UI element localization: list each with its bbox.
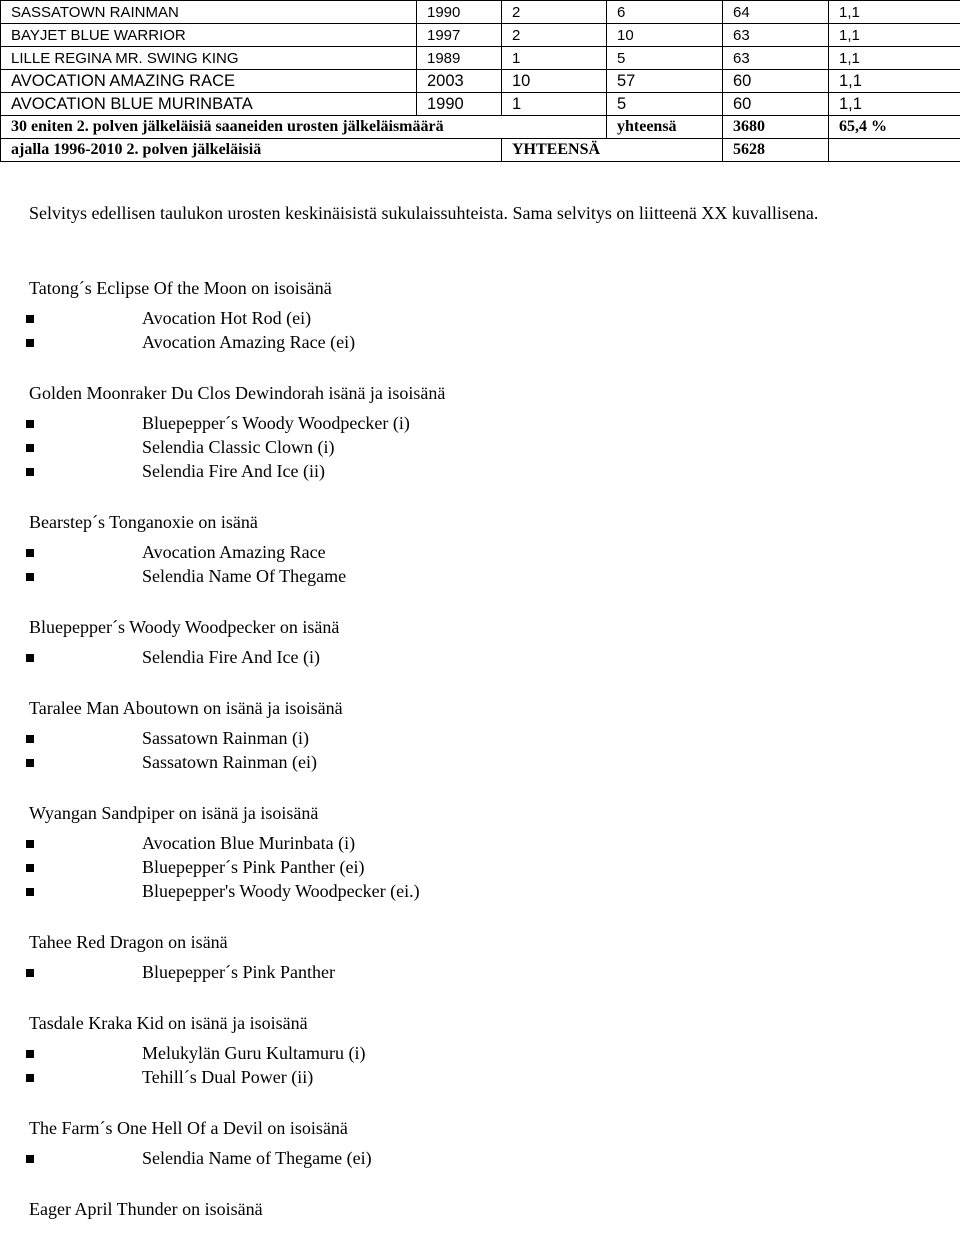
- relation-item: [29, 1146, 944, 1170]
- relation-item: [29, 306, 944, 330]
- square-bullet-icon: [26, 864, 34, 872]
- year-cell: 2003: [417, 70, 502, 93]
- relation-block: [29, 381, 944, 483]
- name-cell: SASSATOWN RAINMAN: [1, 1, 417, 24]
- ratio-cell: 1,1: [829, 93, 960, 116]
- square-bullet-icon: [26, 888, 34, 896]
- relation-block: [29, 510, 944, 588]
- value-cell: 6: [607, 1, 723, 24]
- square-bullet-icon: [26, 1050, 34, 1058]
- name-cell: AVOCATION AMAZING RACE: [1, 70, 417, 93]
- relation-item-text: Melukylän Guru Kultamuru (i): [142, 1043, 365, 1063]
- relation-heading: Eager April Thunder on isoisänä: [29, 1197, 944, 1221]
- relation-item-text: Selendia Fire And Ice (i): [142, 647, 320, 667]
- summary-percent: 65,4 %: [829, 116, 960, 139]
- relation-item-text: Selendia Name Of Thegame: [142, 566, 346, 586]
- relation-item-text: Avocation Amazing Race (ei): [142, 332, 355, 352]
- table-row: [1, 1, 960, 24]
- value-cell: 2: [502, 24, 607, 47]
- relation-items: [29, 540, 944, 588]
- relation-block: [29, 615, 944, 669]
- relation-block: [29, 1116, 944, 1170]
- relation-items: [29, 1146, 944, 1170]
- summary-total: 3680: [723, 116, 829, 139]
- relations-list: [29, 276, 944, 1221]
- square-bullet-icon: [26, 573, 34, 581]
- table-row: [1, 93, 960, 116]
- value-cell: 5: [607, 93, 723, 116]
- table-row: [1, 47, 960, 70]
- relation-heading: Wyangan Sandpiper on isänä ja isoisänä: [29, 801, 944, 825]
- relation-item-text: Avocation Hot Rod (ei): [142, 308, 311, 328]
- relation-item-text: Tehill´s Dual Power (ii): [142, 1067, 313, 1087]
- relation-item: [29, 540, 944, 564]
- square-bullet-icon: [26, 759, 34, 767]
- summary-empty-cell: [829, 139, 960, 162]
- summary-label: 30 eniten 2. polven jälkeläisiä saaneiden urosten jälkeläismäärä: [1, 116, 607, 139]
- relation-item: [29, 831, 944, 855]
- relation-item-text: Bluepepper's Woody Woodpecker (ei.): [142, 881, 420, 901]
- value-cell: 2: [502, 1, 607, 24]
- relation-block: [29, 1011, 944, 1089]
- relation-item-text: Bluepepper´s Pink Panther: [142, 962, 335, 982]
- value-cell: 63: [723, 47, 829, 70]
- relation-item: [29, 879, 944, 903]
- value-cell: 5: [607, 47, 723, 70]
- summary-total-label: YHTEENSÄ: [502, 139, 723, 162]
- relation-heading: Golden Moonraker Du Clos Dewindorah isänä ja isoisänä: [29, 381, 944, 405]
- summary-total: 5628: [723, 139, 829, 162]
- relation-heading: Tahee Red Dragon on isänä: [29, 930, 944, 954]
- relation-item-text: Selendia Fire And Ice (ii): [142, 461, 325, 481]
- relation-item: [29, 960, 944, 984]
- relation-item: [29, 411, 944, 435]
- square-bullet-icon: [26, 840, 34, 848]
- summary-row-total: [1, 139, 960, 162]
- year-cell: 1990: [417, 1, 502, 24]
- relation-item: [29, 1041, 944, 1065]
- relation-items: [29, 411, 944, 483]
- ratio-cell: 1,1: [829, 70, 960, 93]
- relation-items: [29, 831, 944, 903]
- table-row: [1, 70, 960, 93]
- relation-item-text: Selendia Name of Thegame (ei): [142, 1148, 372, 1168]
- year-cell: 1989: [417, 47, 502, 70]
- relation-block: [29, 1197, 944, 1221]
- value-cell: 57: [607, 70, 723, 93]
- relation-item: [29, 750, 944, 774]
- breeding-table-body: [1, 1, 960, 162]
- ratio-cell: 1,1: [829, 47, 960, 70]
- summary-total-label: yhteensä: [607, 116, 723, 139]
- relation-item-text: Bluepepper´s Woody Woodpecker (i): [142, 413, 410, 433]
- relation-items: [29, 726, 944, 774]
- relation-items: [29, 306, 944, 354]
- value-cell: 60: [723, 93, 829, 116]
- relation-heading: Tasdale Kraka Kid on isänä ja isoisänä: [29, 1011, 944, 1035]
- ratio-cell: 1,1: [829, 24, 960, 47]
- relation-item: [29, 564, 944, 588]
- breeding-table: [0, 0, 960, 162]
- square-bullet-icon: [26, 654, 34, 662]
- relations-section: [29, 200, 944, 1248]
- value-cell: 64: [723, 1, 829, 24]
- relation-item: [29, 1065, 944, 1089]
- relation-item: [29, 330, 944, 354]
- relation-block: [29, 276, 944, 354]
- value-cell: 1: [502, 47, 607, 70]
- square-bullet-icon: [26, 735, 34, 743]
- relation-items: [29, 960, 944, 984]
- year-cell: 1990: [417, 93, 502, 116]
- name-cell: BAYJET BLUE WARRIOR: [1, 24, 417, 47]
- value-cell: 60: [723, 70, 829, 93]
- year-cell: 1997: [417, 24, 502, 47]
- table-row: [1, 24, 960, 47]
- summary-row-top30: [1, 116, 960, 139]
- relation-heading: Bearstep´s Tonganoxie on isänä: [29, 510, 944, 534]
- intro-paragraph: Selvitys edellisen taulukon urosten keskinäisistä sukulaissuhteista. Sama selvitys on liitteenä XX kuvallisena.: [29, 200, 944, 254]
- square-bullet-icon: [26, 969, 34, 977]
- value-cell: 10: [502, 70, 607, 93]
- relation-block: [29, 696, 944, 774]
- value-cell: 10: [607, 24, 723, 47]
- square-bullet-icon: [26, 315, 34, 323]
- square-bullet-icon: [26, 420, 34, 428]
- name-cell: LILLE REGINA MR. SWING KING: [1, 47, 417, 70]
- relation-items: [29, 645, 944, 669]
- relation-item-text: Bluepepper´s Pink Panther (ei): [142, 857, 364, 877]
- square-bullet-icon: [26, 1155, 34, 1163]
- square-bullet-icon: [26, 444, 34, 452]
- square-bullet-icon: [26, 339, 34, 347]
- relation-block: [29, 930, 944, 984]
- relation-item-text: Selendia Classic Clown (i): [142, 437, 334, 457]
- relation-item: [29, 726, 944, 750]
- square-bullet-icon: [26, 1074, 34, 1082]
- value-cell: 1: [502, 93, 607, 116]
- relation-item-text: Sassatown Rainman (i): [142, 728, 309, 748]
- relation-item-text: Sassatown Rainman (ei): [142, 752, 317, 772]
- relation-item-text: Avocation Blue Murinbata (i): [142, 833, 355, 853]
- relation-block: [29, 801, 944, 903]
- relation-heading: Bluepepper´s Woody Woodpecker on isänä: [29, 615, 944, 639]
- summary-label: ajalla 1996-2010 2. polven jälkeläisiä: [1, 139, 502, 162]
- relation-heading: Taralee Man Aboutown on isänä ja isoisänä: [29, 696, 944, 720]
- relation-item: [29, 435, 944, 459]
- square-bullet-icon: [26, 549, 34, 557]
- relation-heading: Tatong´s Eclipse Of the Moon on isoisänä: [29, 276, 944, 300]
- relation-item: [29, 459, 944, 483]
- value-cell: 63: [723, 24, 829, 47]
- ratio-cell: 1,1: [829, 1, 960, 24]
- relation-item-text: Avocation Amazing Race: [142, 542, 326, 562]
- relation-heading: The Farm´s One Hell Of a Devil on isoisänä: [29, 1116, 944, 1140]
- square-bullet-icon: [26, 468, 34, 476]
- relation-item: [29, 645, 944, 669]
- relation-items: [29, 1041, 944, 1089]
- name-cell: AVOCATION BLUE MURINBATA: [1, 93, 417, 116]
- relation-item: [29, 855, 944, 879]
